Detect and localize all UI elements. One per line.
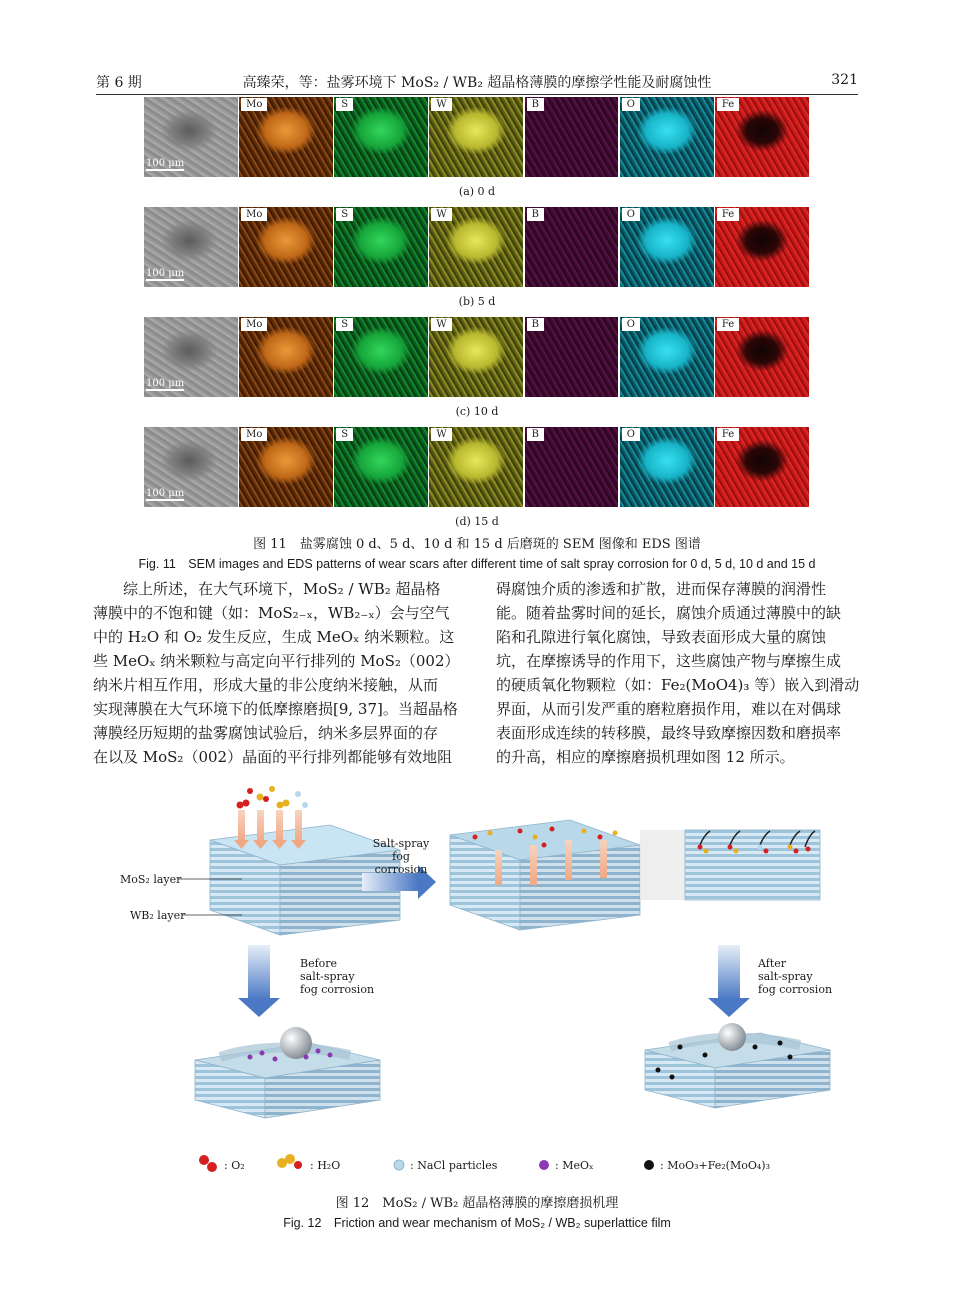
- eds-map-s: [334, 207, 428, 287]
- element-label: B: [527, 428, 544, 441]
- corroded-film-block: [450, 820, 640, 930]
- eds-map-fe: [715, 427, 809, 507]
- figure-11: [144, 97, 810, 537]
- element-label: Mo: [241, 318, 267, 331]
- text-line: 能。随着盐雾时间的延长，腐蚀介质通过薄膜中的缺: [496, 604, 842, 622]
- eds-map-mo: [239, 427, 333, 507]
- legend-meox-label: : MeOₓ: [555, 1159, 594, 1172]
- eds-map-fe: [715, 97, 809, 177]
- eds-map-fe: [715, 207, 809, 287]
- eds-row-15d: [144, 427, 810, 507]
- wear-block-before: [195, 1027, 380, 1118]
- scale-bar: 100 μm: [146, 158, 185, 169]
- figure-12: [100, 785, 860, 1190]
- text-line: 中的 H₂O 和 O₂ 发生反应，生成 MeOₓ 纳米颗粒。这: [93, 628, 455, 646]
- label-line: After: [758, 957, 787, 970]
- element-label: S: [336, 208, 353, 221]
- subcaption-d: (d) 15 d: [455, 515, 499, 528]
- element-label: W: [431, 428, 451, 441]
- text-line: 薄膜经历短期的盐雾腐蚀试验后，纳米多层界面的存: [93, 724, 439, 742]
- eds-map-o: [620, 97, 714, 177]
- eds-map-w: [429, 97, 523, 177]
- element-label: O: [622, 428, 640, 441]
- element-label: B: [527, 208, 544, 221]
- legend-o2-label: : O₂: [224, 1159, 245, 1172]
- element-label: Mo: [241, 98, 267, 111]
- label-line: salt-spray: [300, 970, 355, 983]
- label-line: fog corrosion: [300, 983, 375, 996]
- element-label: W: [431, 98, 451, 111]
- element-label: Fe: [717, 208, 739, 221]
- element-label: W: [431, 208, 451, 221]
- eds-map-s: [334, 317, 428, 397]
- zoom-connector: [640, 830, 685, 900]
- body-column-right: [496, 577, 865, 769]
- eds-map-mo: [239, 317, 333, 397]
- scale-bar: 100 μm: [146, 378, 185, 389]
- text-line: 的升高，相应的摩擦磨损机理如图 12 所示。: [496, 748, 795, 766]
- label-line: salt-spray: [758, 970, 813, 983]
- text-line: 碍腐蚀介质的渗透和扩散，进而保存薄膜的润滑性: [496, 580, 827, 598]
- fig11-caption-en: Fig. 11 SEM images and EDS patterns of wear scars after different time of salt spray corrosion for 0 d, 5 d, 10 d and 15 d: [138, 557, 816, 571]
- element-label: O: [622, 208, 640, 221]
- text-line: 在以及 MoS₂（002）晶面的平行排列都能够有效地阻: [93, 748, 453, 766]
- fig12-caption-cn: 图 12 MoS₂ / WB₂ 超晶格薄膜的摩擦磨损机理: [335, 1196, 619, 1211]
- sem-image: [144, 207, 238, 287]
- eds-map-o: [620, 427, 714, 507]
- mos2-layer-label: MoS₂ layer: [120, 873, 182, 886]
- eds-row-0d: [144, 97, 810, 177]
- issue-number: 第 6 期: [96, 75, 142, 91]
- running-header: [96, 72, 858, 94]
- legend-o2-swatch: [199, 1155, 209, 1165]
- eds-map-w: [429, 427, 523, 507]
- element-label: B: [527, 98, 544, 111]
- text-line: 坑，在摩擦诱导的作用下，这些腐蚀产物与摩擦生成: [496, 652, 842, 670]
- running-title: 高臻荣，等：盐雾环境下 MoS₂ / WB₂ 超晶格薄膜的摩擦学性能及耐腐蚀性: [242, 75, 712, 91]
- before-arrow: [238, 945, 280, 1017]
- label-line: Salt-spray: [372, 837, 430, 850]
- zoom-inset: [685, 830, 820, 900]
- element-label: Mo: [241, 428, 267, 441]
- legend-oxide-label: : MoO₃+Fe₂(MoO₄)₃: [660, 1159, 770, 1172]
- text-line: 实现薄膜在大气环境下的低摩擦磨损[9, 37]。当超晶格: [93, 700, 458, 718]
- element-label: Mo: [241, 208, 267, 221]
- label-line: fog corrosion: [758, 983, 833, 996]
- label-line: fog corrosion: [374, 850, 428, 876]
- wear-block-after: [645, 1023, 830, 1108]
- text-line: 薄膜中的不饱和键（如：MoS₂₋ₓ，WB₂₋ₓ）会与空气: [93, 604, 450, 622]
- text-line: 纳米片相互作用，形成大量的非公度纳米接触，从而: [93, 676, 439, 694]
- eds-row-5d: [144, 207, 810, 287]
- text-line: 些 MeOₓ 纳米颗粒与高定向平行排列的 MoS₂（002）: [93, 652, 460, 670]
- eds-map-mo: [239, 97, 333, 177]
- wb2-layer-label: WB₂ layer: [130, 909, 186, 922]
- eds-map-o: [620, 317, 714, 397]
- text-line: 的硬质氧化物颗粒（如：Fe₂(MoO4)₃ 等）嵌入到滑动: [496, 676, 860, 694]
- legend-meox-swatch: [539, 1160, 549, 1170]
- after-arrow: [708, 945, 750, 1017]
- legend-oxide-swatch: [644, 1160, 654, 1170]
- eds-map-b: [525, 317, 619, 397]
- element-label: Fe: [717, 318, 739, 331]
- element-label: W: [431, 318, 451, 331]
- eds-map-w: [429, 207, 523, 287]
- scale-bar: 100 μm: [146, 268, 185, 279]
- before-label: [300, 957, 374, 996]
- eds-map-mo: [239, 207, 333, 287]
- eds-map-w: [429, 317, 523, 397]
- subcaption-b: (b) 5 d: [458, 295, 496, 308]
- eds-map-s: [334, 97, 428, 177]
- eds-map-b: [525, 97, 619, 177]
- sem-image: [144, 427, 238, 507]
- text-line: 表面形成连续的转移膜，最终导致摩擦因数和磨损率: [496, 724, 842, 742]
- eds-map-fe: [715, 317, 809, 397]
- salt-spray-label: [366, 837, 436, 876]
- body-column-left: [93, 577, 462, 769]
- sem-image: [144, 317, 238, 397]
- legend-nacl-swatch: [394, 1160, 404, 1170]
- eds-map-b: [525, 207, 619, 287]
- subcaption-a: (a) 0 d: [458, 185, 496, 198]
- eds-map-b: [525, 427, 619, 507]
- legend-nacl-label: : NaCl particles: [410, 1159, 498, 1172]
- element-label: Fe: [717, 98, 739, 111]
- label-line: Before: [300, 957, 338, 970]
- subcaption-c: (c) 10 d: [455, 405, 499, 418]
- element-label: B: [527, 318, 544, 331]
- element-label: Fe: [717, 428, 739, 441]
- header-rule: [96, 94, 858, 95]
- text-line: 界面，从而引发严重的磨粒磨损作用，难以在对偶球: [496, 700, 842, 718]
- fig11-caption-cn: 图 11 盐雾腐蚀 0 d、5 d、10 d 和 15 d 后磨斑的 SEM 图像和 EDS 图谱: [253, 537, 701, 552]
- eds-map-o: [620, 207, 714, 287]
- fig12-caption-en: Fig. 12 Friction and wear mechanism of MoS₂ / WB₂ superlattice film: [283, 1216, 671, 1230]
- legend-h2o-label: : H₂O: [310, 1159, 341, 1172]
- element-label: S: [336, 428, 353, 441]
- scale-bar: 100 μm: [146, 488, 185, 499]
- eds-row-10d: [144, 317, 810, 397]
- page-number: 321: [831, 72, 858, 88]
- eds-map-s: [334, 427, 428, 507]
- text-line: 综上所述，在大气环境下，MoS₂ / WB₂ 超晶格: [93, 580, 441, 598]
- after-label: [758, 957, 832, 996]
- mechanism-diagram: [100, 785, 860, 1190]
- sem-image: [144, 97, 238, 177]
- element-label: O: [622, 98, 640, 111]
- element-label: S: [336, 318, 353, 331]
- element-label: O: [622, 318, 640, 331]
- element-label: S: [336, 98, 353, 111]
- text-line: 陷和孔隙进行氧化腐蚀，导致表面形成大量的腐蚀: [496, 628, 827, 646]
